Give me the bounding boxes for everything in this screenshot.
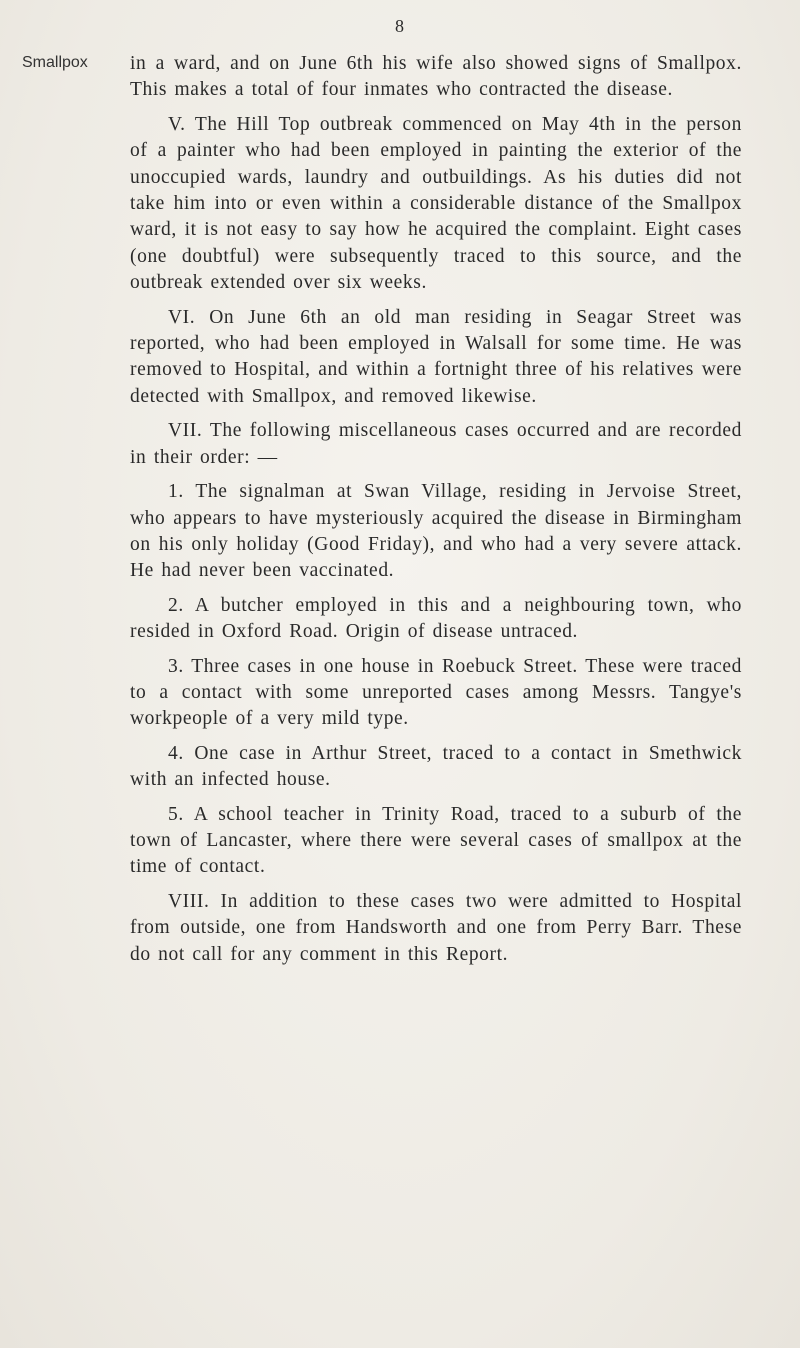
paragraph-section-v: V. The Hill Top outbreak commenced on May 4th in the person of a painter who had been employed in painting the exterior of the unoccupied wards, laundry and outbuildings. As his duties did not take him into or even within a considerable distance of the Smallpox ward, it is not easy to say how he acquired the complaint. Eight cases (one doubtful) were subsequently traced to this source, and the outbreak extended over six weeks. — [130, 113, 742, 294]
paragraph-case-1: 1. The signalman at Swan Village, residing in Jervoise Street, who appears to have mysteriously acquired the disease in Birmingham on his only holiday (Good Friday), and who had a very severe attack. He had never been vaccinated. — [130, 481, 742, 582]
paragraph-case-5: 5. A school teacher in Trinity Road, traced to a suburb of the town of Lancaster, where there were several cases of smallpox at the time of contact. — [130, 803, 742, 878]
paragraph-case-3: 3. Three cases in one house in Roebuck Street. These were traced to a contact with some unreported cases among Messrs. Tangye's workpeople of a very mild type. — [130, 655, 742, 730]
report-body — [130, 51, 742, 968]
margin-label: Smallpox — [22, 54, 88, 71]
paragraph-case-2: 2. A butcher employed in this and a neighbouring town, who resided in Oxford Road. Origin of disease untraced. — [130, 594, 742, 643]
paragraph-section-viii: VIII. In addition to these cases two were admitted to Hospital from outside, one from Handsworth and one from Perry Barr. These do not call for any comment in this Report. — [130, 890, 742, 965]
paragraph-continuation: in a ward, and on June 6th his wife also showed signs of Smallpox. This makes a total of four inmates who contracted the disease. — [130, 53, 742, 101]
paragraph-case-4: 4. One case in Arthur Street, traced to a contact in Smethwick with an infected house. — [130, 742, 742, 791]
paragraph-section-vi: VI. On June 6th an old man residing in Seagar Street was reported, who had been employed in Walsall for some time. He was removed to Hospital, and within a fortnight three of his relatives were detected with Smallpox, and removed likewise. — [130, 306, 742, 407]
page-number: 8 — [395, 16, 405, 36]
paragraph-section-vii: VII. The following miscellaneous cases occurred and are recorded in their order: — — [130, 420, 742, 468]
